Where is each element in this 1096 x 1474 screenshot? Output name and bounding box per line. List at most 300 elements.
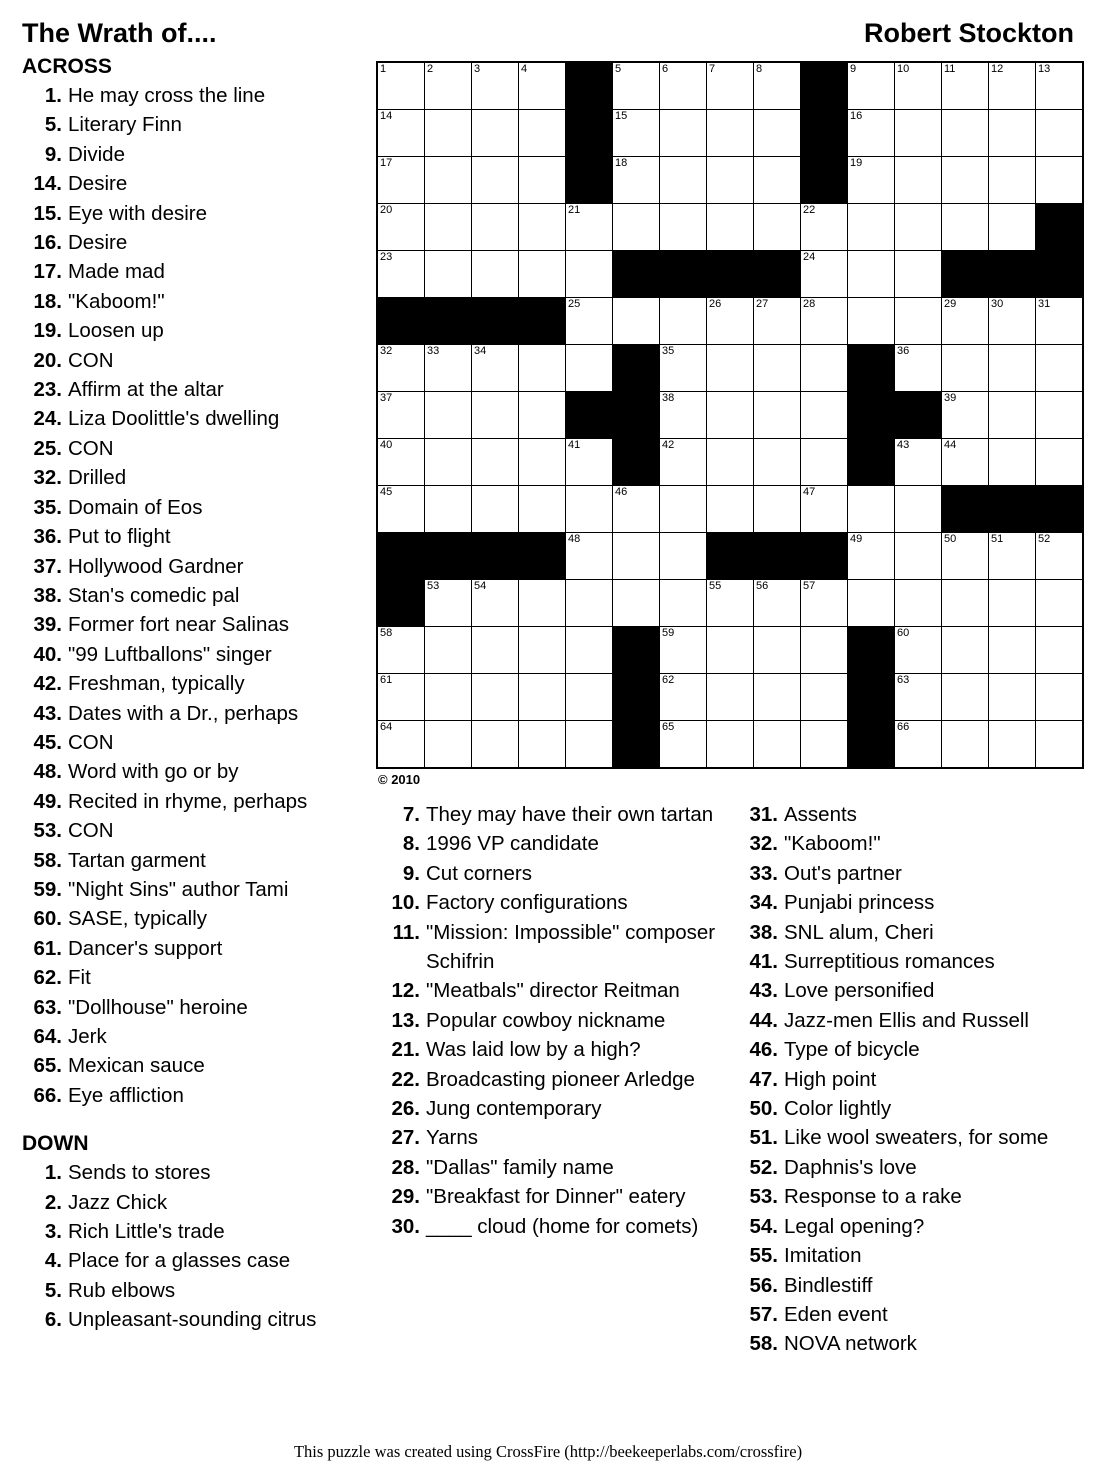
- grid-cell[interactable]: [895, 157, 942, 204]
- grid-cell[interactable]: [989, 627, 1036, 674]
- grid-cell[interactable]: [707, 345, 754, 392]
- grid-cell-number: 59: [662, 627, 675, 639]
- grid-cell[interactable]: [377, 674, 425, 721]
- grid-cell-blocked: [472, 533, 519, 580]
- grid-cell[interactable]: [989, 392, 1036, 439]
- grid-cell[interactable]: [519, 204, 566, 251]
- grid-row: [377, 345, 1083, 392]
- grid-cell[interactable]: [801, 392, 848, 439]
- grid-cell[interactable]: [566, 721, 613, 769]
- grid-cell[interactable]: [895, 721, 942, 769]
- grid-cell-number: 61: [380, 674, 393, 686]
- grid-cell[interactable]: [942, 439, 989, 486]
- grid-cell[interactable]: [801, 439, 848, 486]
- clue-text: "Meatbals" director Reitman: [426, 979, 680, 1003]
- grid-cell[interactable]: [848, 110, 895, 157]
- grid-cell[interactable]: [895, 345, 942, 392]
- grid-cell[interactable]: [660, 627, 707, 674]
- clue-item: [22, 934, 370, 963]
- clue-item: [22, 287, 370, 316]
- grid-cell[interactable]: [613, 533, 660, 580]
- grid-cell[interactable]: [660, 157, 707, 204]
- grid-cell[interactable]: [472, 345, 519, 392]
- grid-cell[interactable]: [425, 721, 472, 769]
- grid-cell[interactable]: [895, 298, 942, 345]
- grid-cell-blocked: [425, 298, 472, 345]
- clue-number: 25.: [33, 436, 62, 460]
- grid-cell[interactable]: [754, 298, 801, 345]
- grid-cell[interactable]: [519, 721, 566, 769]
- grid-cell[interactable]: [942, 533, 989, 580]
- grid-cell-number: 44: [944, 439, 957, 451]
- grid-cell-number: 65: [662, 721, 675, 733]
- grid-cell[interactable]: [754, 674, 801, 721]
- grid-cell[interactable]: [942, 62, 989, 110]
- grid-cell[interactable]: [472, 674, 519, 721]
- clue-text: Dancer's support: [68, 936, 223, 960]
- grid-cell[interactable]: [942, 721, 989, 769]
- grid-cell[interactable]: [1036, 674, 1084, 721]
- down-clue-list-part2: [380, 800, 720, 1241]
- grid-cell-blocked: [613, 439, 660, 486]
- grid-cell[interactable]: [1036, 345, 1084, 392]
- grid-cell[interactable]: [989, 157, 1036, 204]
- grid-cell-blocked: [519, 533, 566, 580]
- grid-cell[interactable]: [895, 251, 942, 298]
- clue-item: [22, 816, 370, 845]
- grid-cell[interactable]: [801, 486, 848, 533]
- grid-cell[interactable]: [989, 204, 1036, 251]
- clue-number: 52.: [749, 1155, 778, 1179]
- across-clue-list: [22, 81, 370, 1110]
- grid-cell-number: 15: [615, 110, 628, 122]
- grid-cell[interactable]: [895, 674, 942, 721]
- grid-cell-number: 64: [380, 721, 393, 733]
- grid-cell[interactable]: [660, 439, 707, 486]
- grid-cell[interactable]: [519, 62, 566, 110]
- clue-text: Recited in rhyme, perhaps: [68, 789, 308, 813]
- grid-cell[interactable]: [754, 345, 801, 392]
- clue-text: Eden event: [784, 1302, 888, 1326]
- clue-text: Surreptitious romances: [784, 950, 995, 974]
- clue-number: 12.: [391, 979, 420, 1003]
- grid-cell[interactable]: [660, 674, 707, 721]
- grid-cell-blocked: [848, 627, 895, 674]
- grid-cell[interactable]: [754, 627, 801, 674]
- grid-cell[interactable]: [519, 674, 566, 721]
- grid-cell[interactable]: [989, 674, 1036, 721]
- grid-cell[interactable]: [754, 204, 801, 251]
- grid-cell[interactable]: [848, 486, 895, 533]
- grid-cell[interactable]: [519, 580, 566, 627]
- grid-cell[interactable]: [707, 62, 754, 110]
- grid-cell-blocked: [895, 392, 942, 439]
- grid-cell[interactable]: [425, 486, 472, 533]
- grid-cell[interactable]: [377, 627, 425, 674]
- grid-cell[interactable]: [754, 580, 801, 627]
- clue-number: 33.: [749, 861, 778, 885]
- grid-cell[interactable]: [942, 110, 989, 157]
- clue-text: Eye with desire: [68, 201, 208, 225]
- grid-cell[interactable]: [519, 439, 566, 486]
- clue-number: 5.: [44, 113, 62, 137]
- grid-cell[interactable]: [519, 345, 566, 392]
- grid-cell[interactable]: [1036, 580, 1084, 627]
- clue-text: Rub elbows: [68, 1278, 176, 1302]
- grid-cell[interactable]: [989, 533, 1036, 580]
- grid-cell[interactable]: [613, 62, 660, 110]
- clue-item: [22, 610, 370, 639]
- grid-cell[interactable]: [660, 721, 707, 769]
- clue-text: Bindlestiff: [784, 1273, 873, 1297]
- grid-cell[interactable]: [942, 298, 989, 345]
- grid-cell[interactable]: [377, 439, 425, 486]
- grid-cell[interactable]: [707, 486, 754, 533]
- grid-cell[interactable]: [472, 110, 519, 157]
- grid-cell[interactable]: [1036, 392, 1084, 439]
- grid-cell[interactable]: [707, 674, 754, 721]
- grid-cell[interactable]: [801, 674, 848, 721]
- grid-cell[interactable]: [895, 439, 942, 486]
- grid-cell[interactable]: [425, 157, 472, 204]
- grid-cell[interactable]: [377, 345, 425, 392]
- clue-number: 43.: [749, 979, 778, 1003]
- grid-cell-number: 21: [568, 204, 581, 216]
- across-clues-column: [22, 53, 370, 1335]
- grid-cell[interactable]: [754, 392, 801, 439]
- down-heading: DOWN: [22, 1132, 89, 1156]
- grid-cell[interactable]: [613, 486, 660, 533]
- grid-cell[interactable]: [942, 674, 989, 721]
- grid-row: [377, 392, 1083, 439]
- grid-cell-number: 66: [897, 721, 910, 733]
- grid-cell[interactable]: [566, 533, 613, 580]
- clue-number: 22.: [391, 1067, 420, 1091]
- clue-number: 7.: [402, 803, 420, 826]
- clue-item: [380, 1065, 720, 1094]
- grid-cell[interactable]: [801, 251, 848, 298]
- grid-cell[interactable]: [519, 157, 566, 204]
- clue-number: 63.: [33, 995, 62, 1019]
- clue-item: [22, 434, 370, 463]
- grid-cell[interactable]: [895, 62, 942, 110]
- clue-item: [22, 875, 370, 904]
- grid-cell[interactable]: [519, 486, 566, 533]
- clue-text: Cut corners: [426, 861, 532, 885]
- grid-cell-number: 47: [803, 486, 816, 498]
- clue-text: SASE, typically: [68, 907, 207, 931]
- clue-item: [380, 1123, 720, 1152]
- clue-number: 62.: [33, 966, 62, 990]
- grid-cell[interactable]: [660, 62, 707, 110]
- clue-text: Liza Doolittle's dwelling: [68, 407, 280, 431]
- grid-cell-blocked: [377, 298, 425, 345]
- grid-cell[interactable]: [519, 627, 566, 674]
- clue-number: 17.: [33, 260, 62, 284]
- grid-cell[interactable]: [895, 580, 942, 627]
- clue-number: 55.: [749, 1244, 778, 1268]
- grid-cell[interactable]: [660, 298, 707, 345]
- grid-cell[interactable]: [1036, 627, 1084, 674]
- grid-cell[interactable]: [472, 251, 519, 298]
- grid-cell[interactable]: [942, 627, 989, 674]
- grid-cell[interactable]: [754, 486, 801, 533]
- grid-cell[interactable]: [848, 298, 895, 345]
- grid-cell[interactable]: [801, 580, 848, 627]
- grid-cell[interactable]: [472, 204, 519, 251]
- grid-cell[interactable]: [566, 627, 613, 674]
- clue-item: [380, 859, 720, 888]
- clue-text: Legal opening?: [784, 1214, 925, 1238]
- grid-cell[interactable]: [801, 721, 848, 769]
- grid-cell[interactable]: [895, 110, 942, 157]
- grid-cell[interactable]: [566, 486, 613, 533]
- grid-cell[interactable]: [707, 721, 754, 769]
- clue-text: Love personified: [784, 979, 935, 1003]
- grid-cell[interactable]: [1036, 533, 1084, 580]
- grid-cell[interactable]: [754, 62, 801, 110]
- clue-number: 19.: [33, 319, 62, 343]
- grid-cell[interactable]: [942, 580, 989, 627]
- grid-cell[interactable]: [801, 204, 848, 251]
- clue-number: 37.: [33, 554, 62, 578]
- crossword-grid[interactable]: [376, 61, 1084, 769]
- page-title: The Wrath of....: [22, 18, 217, 48]
- clue-number: 9.: [402, 861, 420, 885]
- grid-cell[interactable]: [566, 204, 613, 251]
- grid-cell[interactable]: [566, 580, 613, 627]
- grid-cell-number: 46: [615, 486, 628, 498]
- grid-cell[interactable]: [660, 345, 707, 392]
- grid-cell[interactable]: [377, 62, 425, 110]
- grid-cell[interactable]: [895, 533, 942, 580]
- clue-item: [738, 1035, 1078, 1064]
- grid-cell[interactable]: [1036, 157, 1084, 204]
- grid-cell-blocked: [942, 251, 989, 298]
- clue-number: 38.: [749, 920, 778, 944]
- clue-number: 5.: [44, 1278, 62, 1302]
- grid-cell[interactable]: [613, 157, 660, 204]
- grid-cell[interactable]: [942, 392, 989, 439]
- grid-cell[interactable]: [801, 298, 848, 345]
- grid-cell[interactable]: [989, 62, 1036, 110]
- grid-cell[interactable]: [989, 110, 1036, 157]
- clue-number: 38.: [33, 583, 62, 607]
- grid-cell[interactable]: [707, 204, 754, 251]
- grid-cell[interactable]: [377, 486, 425, 533]
- grid-cell-number: 7: [709, 63, 716, 75]
- grid-cell[interactable]: [754, 157, 801, 204]
- grid-cell[interactable]: [472, 721, 519, 769]
- clue-item: [22, 346, 370, 375]
- clue-item: [380, 829, 720, 858]
- grid-cell[interactable]: [472, 486, 519, 533]
- grid-cell[interactable]: [425, 251, 472, 298]
- grid-cell[interactable]: [519, 392, 566, 439]
- clue-item: [22, 1022, 370, 1051]
- grid-cell[interactable]: [660, 580, 707, 627]
- grid-cell[interactable]: [472, 580, 519, 627]
- grid-cell[interactable]: [613, 580, 660, 627]
- grid-cell[interactable]: [660, 486, 707, 533]
- clue-text: Yarns: [426, 1126, 479, 1150]
- clue-item: [22, 1158, 370, 1187]
- clue-number: 2.: [44, 1190, 62, 1214]
- grid-cell[interactable]: [425, 580, 472, 627]
- clue-number: 20.: [33, 348, 62, 372]
- grid-cell[interactable]: [989, 580, 1036, 627]
- grid-cell[interactable]: [425, 439, 472, 486]
- grid-cell[interactable]: [848, 533, 895, 580]
- grid-cell[interactable]: [425, 345, 472, 392]
- clue-text: Made mad: [68, 260, 165, 284]
- grid-cell[interactable]: [377, 251, 425, 298]
- grid-cell[interactable]: [848, 204, 895, 251]
- grid-cell[interactable]: [613, 298, 660, 345]
- grid-cell[interactable]: [895, 204, 942, 251]
- grid-cell-blocked: [942, 486, 989, 533]
- grid-cell[interactable]: [425, 204, 472, 251]
- clue-number: 27.: [391, 1126, 420, 1150]
- grid-cell[interactable]: [377, 392, 425, 439]
- grid-cell[interactable]: [472, 392, 519, 439]
- grid-cell[interactable]: [848, 580, 895, 627]
- grid-cell-blocked: [848, 439, 895, 486]
- grid-cell[interactable]: [848, 251, 895, 298]
- clue-text: CON: [68, 436, 114, 460]
- grid-cell[interactable]: [707, 298, 754, 345]
- clue-number: 8.: [402, 832, 420, 856]
- grid-cell-number: 51: [991, 533, 1004, 545]
- grid-cell-number: 39: [944, 392, 957, 404]
- clue-text: Place for a glasses case: [68, 1249, 291, 1273]
- clue-number: 56.: [749, 1273, 778, 1297]
- grid-cell[interactable]: [425, 110, 472, 157]
- grid-cell[interactable]: [566, 674, 613, 721]
- clue-item: [738, 976, 1078, 1005]
- grid-cell[interactable]: [566, 298, 613, 345]
- grid-cell-number: 9: [850, 63, 857, 75]
- grid-cell-number: 52: [1038, 533, 1051, 545]
- grid-cell-number: 57: [803, 580, 816, 592]
- grid-cell[interactable]: [942, 204, 989, 251]
- grid-column: [376, 53, 1084, 787]
- grid-cell[interactable]: [519, 251, 566, 298]
- grid-cell[interactable]: [1036, 721, 1084, 769]
- clue-number: 21.: [391, 1038, 420, 1062]
- grid-cell-number: 42: [662, 439, 675, 451]
- grid-cell[interactable]: [566, 345, 613, 392]
- grid-cell[interactable]: [801, 345, 848, 392]
- grid-cell[interactable]: [660, 204, 707, 251]
- grid-cell-number: 28: [803, 298, 816, 310]
- grid-cell[interactable]: [989, 721, 1036, 769]
- grid-row: [377, 627, 1083, 674]
- grid-cell[interactable]: [707, 157, 754, 204]
- grid-cell[interactable]: [895, 627, 942, 674]
- grid-cell[interactable]: [754, 439, 801, 486]
- clue-text: "Night Sins" author Tami: [68, 877, 289, 901]
- grid-cell[interactable]: [1036, 110, 1084, 157]
- clue-number: 15.: [33, 201, 62, 225]
- grid-cell[interactable]: [660, 110, 707, 157]
- clue-item: [380, 1035, 720, 1064]
- grid-cell[interactable]: [942, 345, 989, 392]
- grid-cell-number: 50: [944, 533, 957, 545]
- grid-cell[interactable]: [707, 439, 754, 486]
- grid-cell[interactable]: [848, 62, 895, 110]
- grid-cell-number: 62: [662, 674, 675, 686]
- grid-cell[interactable]: [472, 627, 519, 674]
- grid-cell[interactable]: [942, 157, 989, 204]
- grid-cell[interactable]: [613, 204, 660, 251]
- clue-text: Drilled: [68, 466, 127, 490]
- clue-number: 3.: [44, 1220, 62, 1244]
- grid-cell-number: 10: [897, 63, 910, 75]
- grid-cell[interactable]: [425, 674, 472, 721]
- grid-cell[interactable]: [660, 392, 707, 439]
- grid-cell-blocked: [801, 110, 848, 157]
- grid-cell[interactable]: [707, 627, 754, 674]
- grid-cell[interactable]: [425, 392, 472, 439]
- grid-cell[interactable]: [754, 721, 801, 769]
- clue-number: 60.: [33, 907, 62, 931]
- grid-cell[interactable]: [1036, 298, 1084, 345]
- grid-cell[interactable]: [660, 533, 707, 580]
- grid-cell[interactable]: [377, 721, 425, 769]
- clue-item: [22, 669, 370, 698]
- clue-number: 32.: [749, 832, 778, 856]
- grid-cell[interactable]: [989, 345, 1036, 392]
- grid-cell[interactable]: [613, 110, 660, 157]
- grid-cell[interactable]: [377, 204, 425, 251]
- grid-cell[interactable]: [707, 392, 754, 439]
- grid-cell[interactable]: [425, 62, 472, 110]
- clue-item: [380, 976, 720, 1005]
- grid-cell[interactable]: [519, 110, 566, 157]
- clue-text: Domain of Eos: [68, 495, 203, 519]
- grid-cell[interactable]: [425, 627, 472, 674]
- grid-cell[interactable]: [754, 110, 801, 157]
- clue-number: 51.: [749, 1126, 778, 1150]
- grid-cell[interactable]: [707, 110, 754, 157]
- clue-item: [738, 1123, 1078, 1152]
- clue-item: [22, 581, 370, 610]
- grid-cell-number: 35: [662, 345, 675, 357]
- grid-cell-blocked: [613, 392, 660, 439]
- grid-cell[interactable]: [566, 251, 613, 298]
- grid-cell[interactable]: [989, 439, 1036, 486]
- grid-cell-number: 13: [1038, 63, 1051, 75]
- clue-number: 43.: [33, 701, 62, 725]
- clue-text: They may have their own tartan: [426, 803, 714, 826]
- grid-cell[interactable]: [707, 580, 754, 627]
- grid-cell[interactable]: [1036, 62, 1084, 110]
- grid-cell[interactable]: [801, 627, 848, 674]
- grid-cell[interactable]: [472, 157, 519, 204]
- grid-cell[interactable]: [566, 439, 613, 486]
- grid-cell[interactable]: [472, 62, 519, 110]
- grid-cell[interactable]: [1036, 439, 1084, 486]
- grid-row: [377, 580, 1083, 627]
- grid-cell-blocked: [1036, 204, 1084, 251]
- grid-cell[interactable]: [895, 486, 942, 533]
- grid-cell[interactable]: [377, 110, 425, 157]
- grid-cell[interactable]: [472, 439, 519, 486]
- grid-cell[interactable]: [989, 298, 1036, 345]
- grid-cell[interactable]: [377, 157, 425, 204]
- grid-cell[interactable]: [848, 157, 895, 204]
